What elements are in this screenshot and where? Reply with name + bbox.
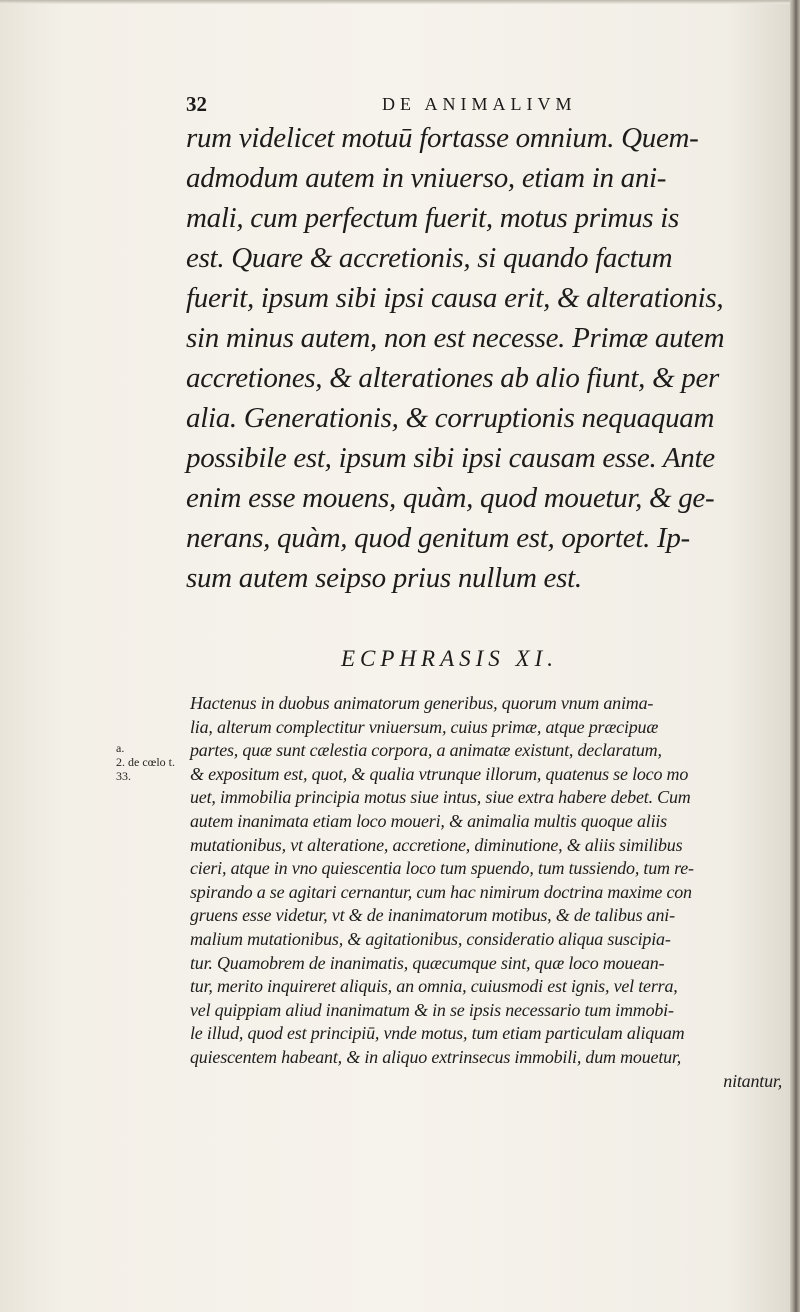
main-text-line: est. Quare & accretionis, si quando factum	[186, 242, 673, 274]
commentary-line: le illud, quod est principiū, vnde motus, tum etiam particulam aliquam	[190, 1023, 685, 1044]
commentary-line: partes, quæ sunt cælestia corpora, a animatæ existunt, declaratum,	[190, 740, 662, 761]
commentary-line: malium mutationibus, & agitationibus, consideratio aliqua suscipia-	[190, 928, 671, 949]
commentary-line: Hactenus in duobus animatorum generibus, quorum vnum anima-	[190, 693, 654, 713]
main-text-line: admodum autem in vniuerso, etiam in ani-	[186, 162, 667, 194]
commentary-line: tur. Quamobrem de inanimatis, quæcumque sint, quæ loco mouean-	[190, 952, 665, 973]
commentary-line: tur, merito inquireret aliquis, an omnia, cuiusmodi est ignis, vel terra,	[190, 976, 678, 997]
main-text-line: rum videlicet motuū fortasse omnium. Quem-	[186, 122, 699, 154]
main-text-line: accretiones, & alterationes ab alio fiunt, & per	[186, 362, 720, 394]
binding-edge	[790, 0, 800, 1312]
main-text-line: nerans, quàm, quod genitum est, oportet. Ip-	[186, 522, 690, 554]
commentary-line: gruens esse videtur, vt & de inanimatorum motibus, & de talibus ani-	[190, 905, 675, 926]
main-text-line: alia. Generationis, & corruptionis nequaquam	[186, 402, 715, 434]
commentary-line: autem inanimata etiam loco moueri, & animalia multis quoque aliis	[190, 810, 667, 831]
section-title: ECPHRASIS XI.	[341, 646, 559, 671]
main-text-block	[186, 118, 790, 598]
main-text-line: enim esse mouens, quàm, quod mouetur, & ge-	[186, 482, 715, 514]
main-text-line: possibile est, ipsum sibi ipsi causam esse. Ante	[186, 442, 715, 474]
margin-note-line: a.	[116, 741, 125, 755]
main-text-line: sin minus autem, non est necesse. Primæ autem	[186, 322, 725, 354]
commentary-line-catchword: nitantur,	[723, 1070, 782, 1091]
commentary-line: quiescentem habeant, & in aliquo extrinsecus immobili, dum mouetur,	[190, 1046, 682, 1067]
commentary-line: spirando a se agitari cernantur, cum hac nimirum doctrina maxime con	[190, 881, 692, 902]
margin-note-line: 33.	[116, 769, 131, 783]
commentary-line: vel quippiam aliud inanimatum & in se ipsis necessario tum immobi-	[190, 999, 674, 1020]
main-text-line: sum autem seipso prius nullum est.	[186, 562, 582, 594]
running-head: DE ANIMALIVM	[382, 94, 577, 114]
commentary-line: uet, immobilia principia motus siue intus, siue extra habere debet. Cum	[190, 787, 691, 808]
main-text-line: mali, cum perfectum fuerit, motus primus is	[186, 202, 679, 234]
commentary-line: cieri, atque in vno quiescentia loco tum spuendo, tum tussiendo, tum re-	[190, 858, 694, 879]
commentary-block	[190, 692, 790, 1093]
commentary-line: mutationibus, vt alteratione, accretione, diminutione, & aliis similibus	[190, 834, 683, 855]
main-text-line: fuerit, ipsum sibi ipsi causa erit, & alterationis,	[186, 282, 724, 314]
page-number: 32	[186, 92, 207, 116]
commentary-line: & expositum est, quot, & qualia vtrunque illorum, quatenus se loco mo	[190, 763, 689, 784]
margin-note	[116, 741, 182, 783]
margin-note-line: 2. de cœlo t.	[116, 755, 175, 769]
page-top-edge	[0, 0, 800, 4]
commentary-line: lia, alterum complectitur vniuersum, cuius primæ, atque præcipuæ	[190, 716, 659, 737]
